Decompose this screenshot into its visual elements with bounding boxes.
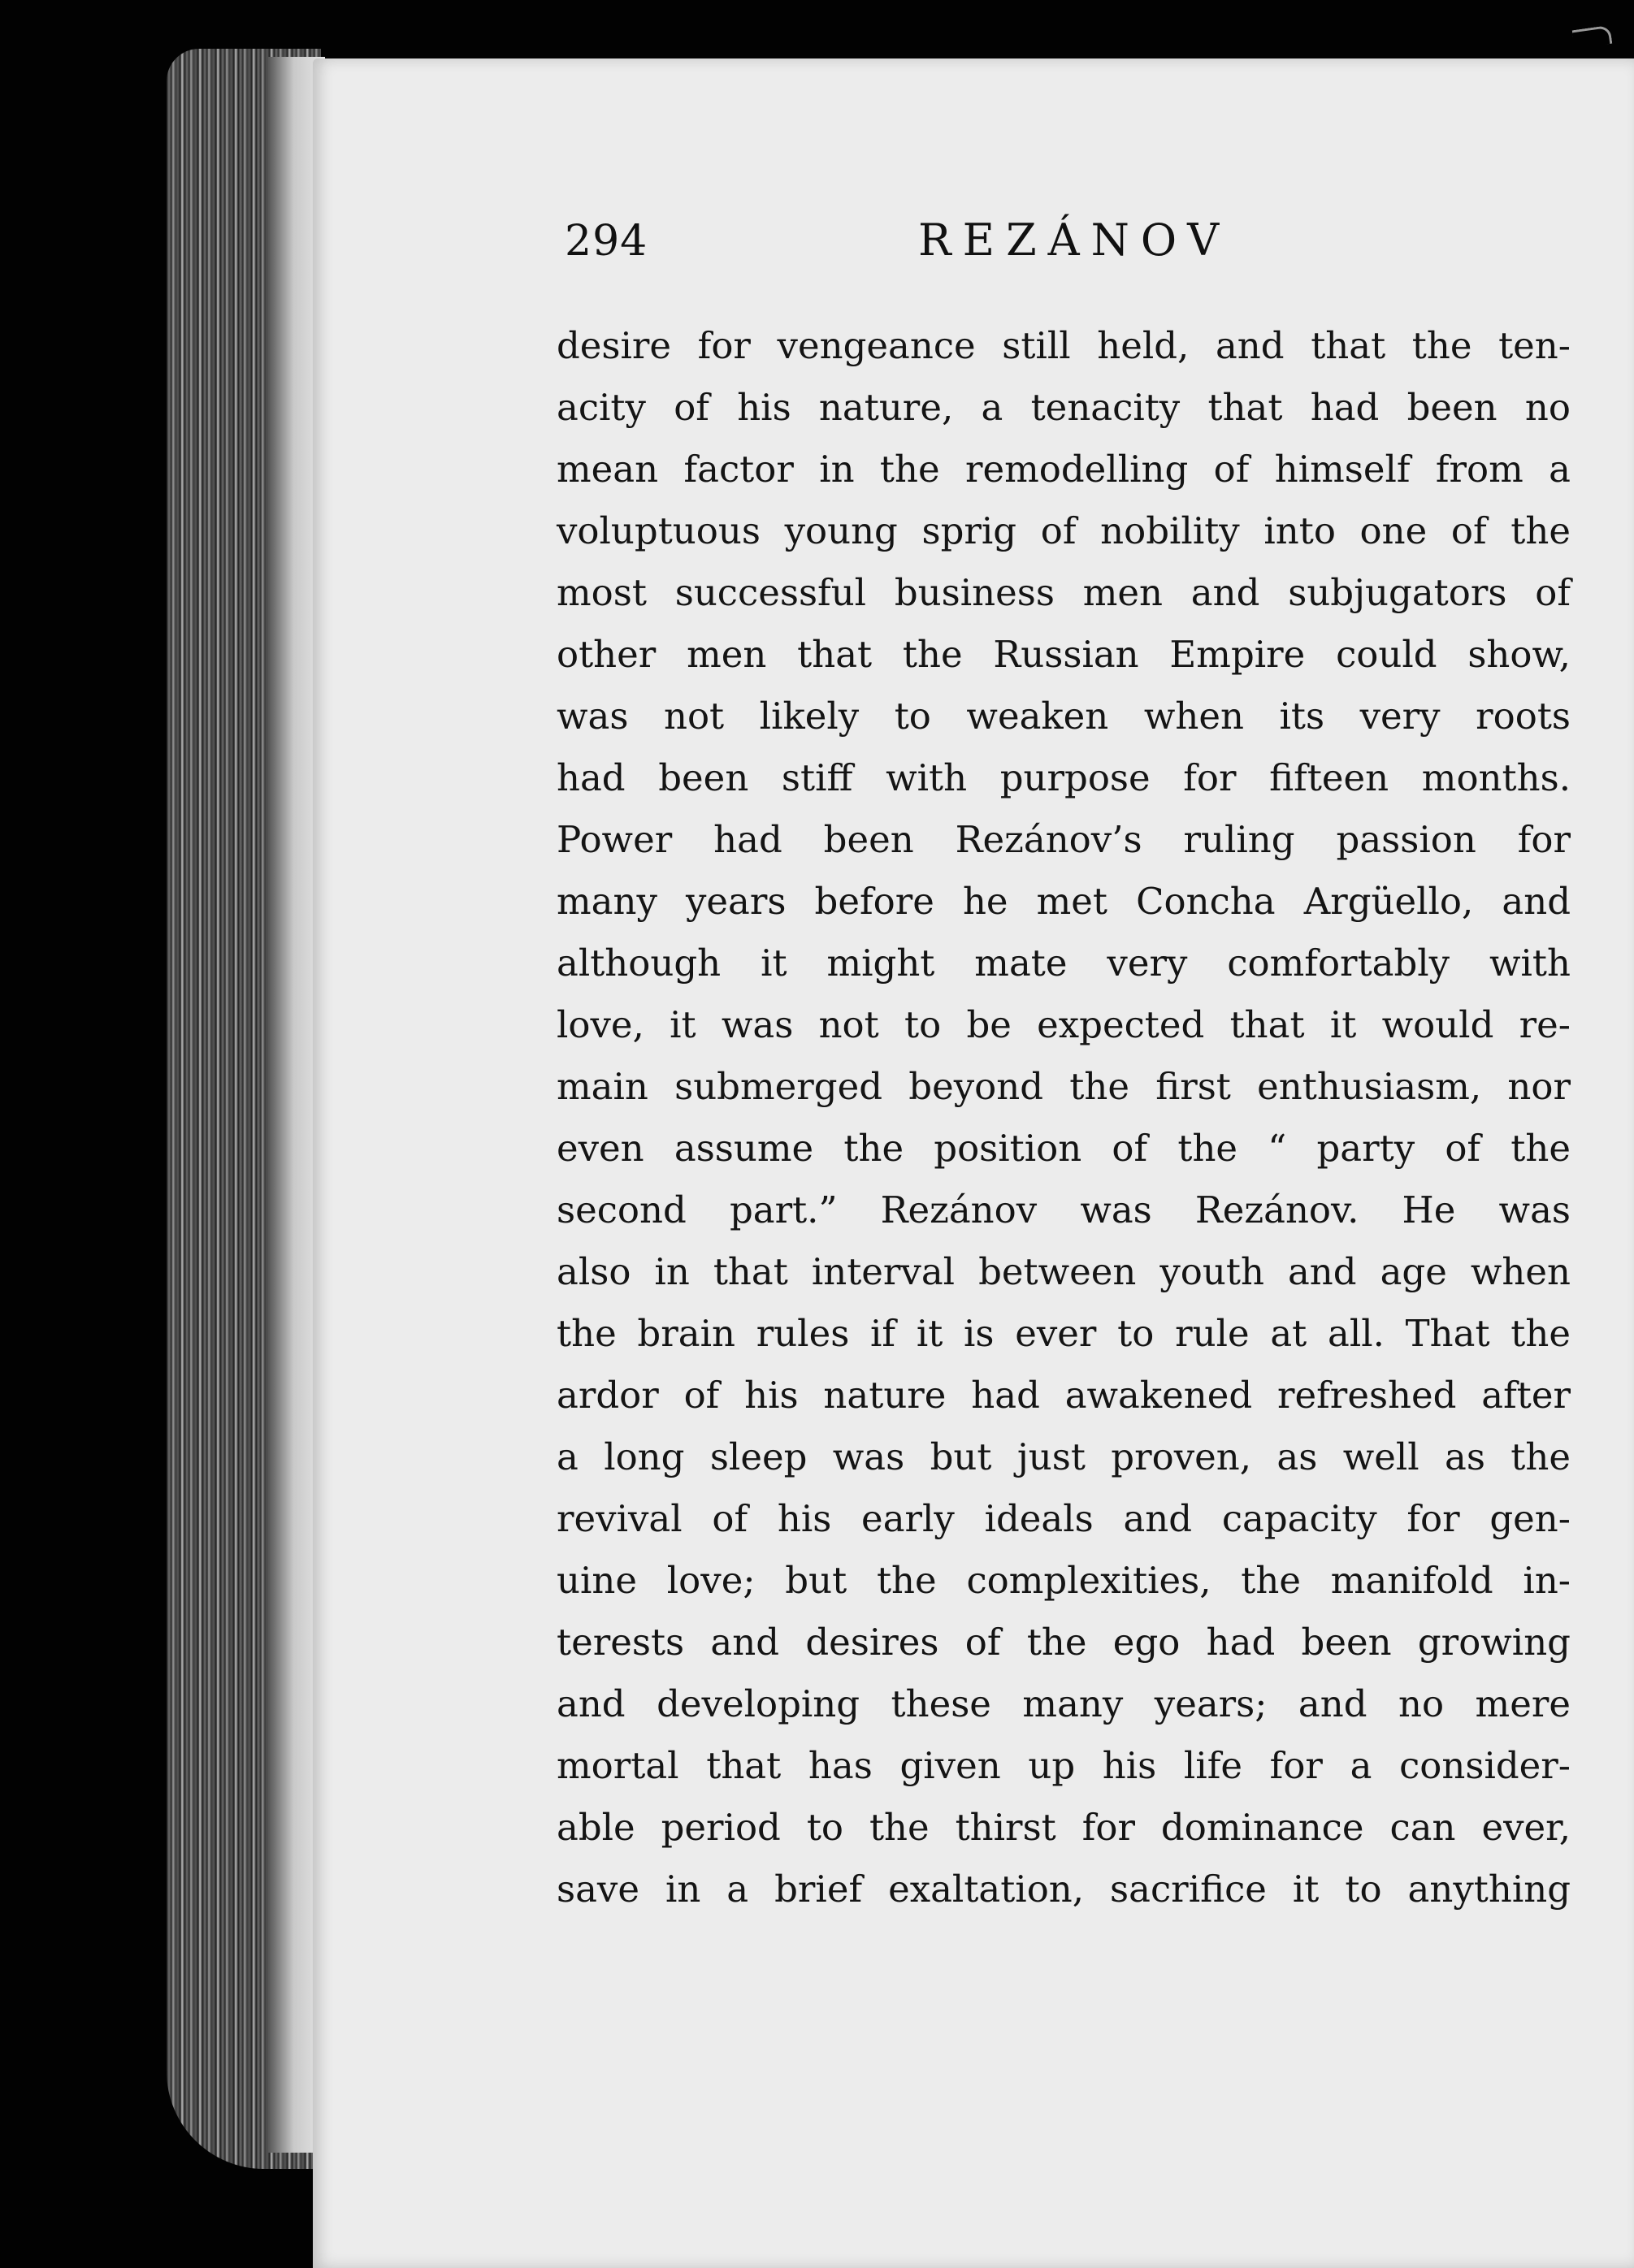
text-line: desire for vengeance still held, and that the ten-	[557, 324, 1571, 367]
text-line: ardor of his nature had awakened refreshed after	[557, 1374, 1571, 1417]
text-line: able period to the thirst for dominance can ever,	[557, 1806, 1571, 1849]
text-line: revival of his early ideals and capacity for gen-	[557, 1497, 1571, 1540]
text-line: terests and desires of the ego had been growing	[557, 1621, 1571, 1664]
text-line: the brain rules if it is ever to rule at all. That the	[557, 1312, 1571, 1355]
text-line: voluptuous young sprig of nobility into one of the	[557, 509, 1571, 552]
book-page	[313, 58, 1634, 2268]
text-line: many years before he met Concha Argüello, and	[557, 880, 1571, 923]
page-number: 294	[565, 217, 648, 266]
body-text	[557, 315, 1571, 1920]
text-line: acity of his nature, a tenacity that had been no	[557, 386, 1571, 429]
text-line: had been stiff with purpose for fifteen months.	[557, 756, 1571, 799]
text-line: mean factor in the remodelling of himself from a	[557, 448, 1571, 491]
text-line: uine love; but the complexities, the manifold in-	[557, 1559, 1571, 1602]
text-line: Power had been Rezánov’s ruling passion for	[557, 818, 1571, 861]
text-line: mortal that has given up his life for a consider-	[557, 1744, 1571, 1787]
text-line: other men that the Russian Empire could show,	[557, 633, 1571, 676]
text-line: a long sleep was but just proven, as well as the	[557, 1435, 1571, 1478]
text-line: although it might mate very comfortably with	[557, 941, 1571, 985]
text-line: most successful business men and subjugators of	[557, 571, 1571, 614]
text-line: save in a brief exaltation, sacrifice it to anything	[557, 1868, 1571, 1911]
text-line: and developing these many years; and no mere	[557, 1682, 1571, 1725]
page-title: REZÁNOV	[918, 214, 1231, 266]
text-line: main submerged beyond the first enthusiasm, nor	[557, 1065, 1571, 1108]
text-line: was not likely to weaken when its very roots	[557, 695, 1571, 738]
text-line: even assume the position of the “ party of the	[557, 1127, 1571, 1170]
corner-mark-icon	[1572, 25, 1613, 49]
text-line: also in that interval between youth and age when	[557, 1250, 1571, 1293]
text-line: love, it was not to be expected that it would re-	[557, 1003, 1571, 1046]
text-line: second part.” Rezánov was Rezánov. He was	[557, 1188, 1571, 1231]
